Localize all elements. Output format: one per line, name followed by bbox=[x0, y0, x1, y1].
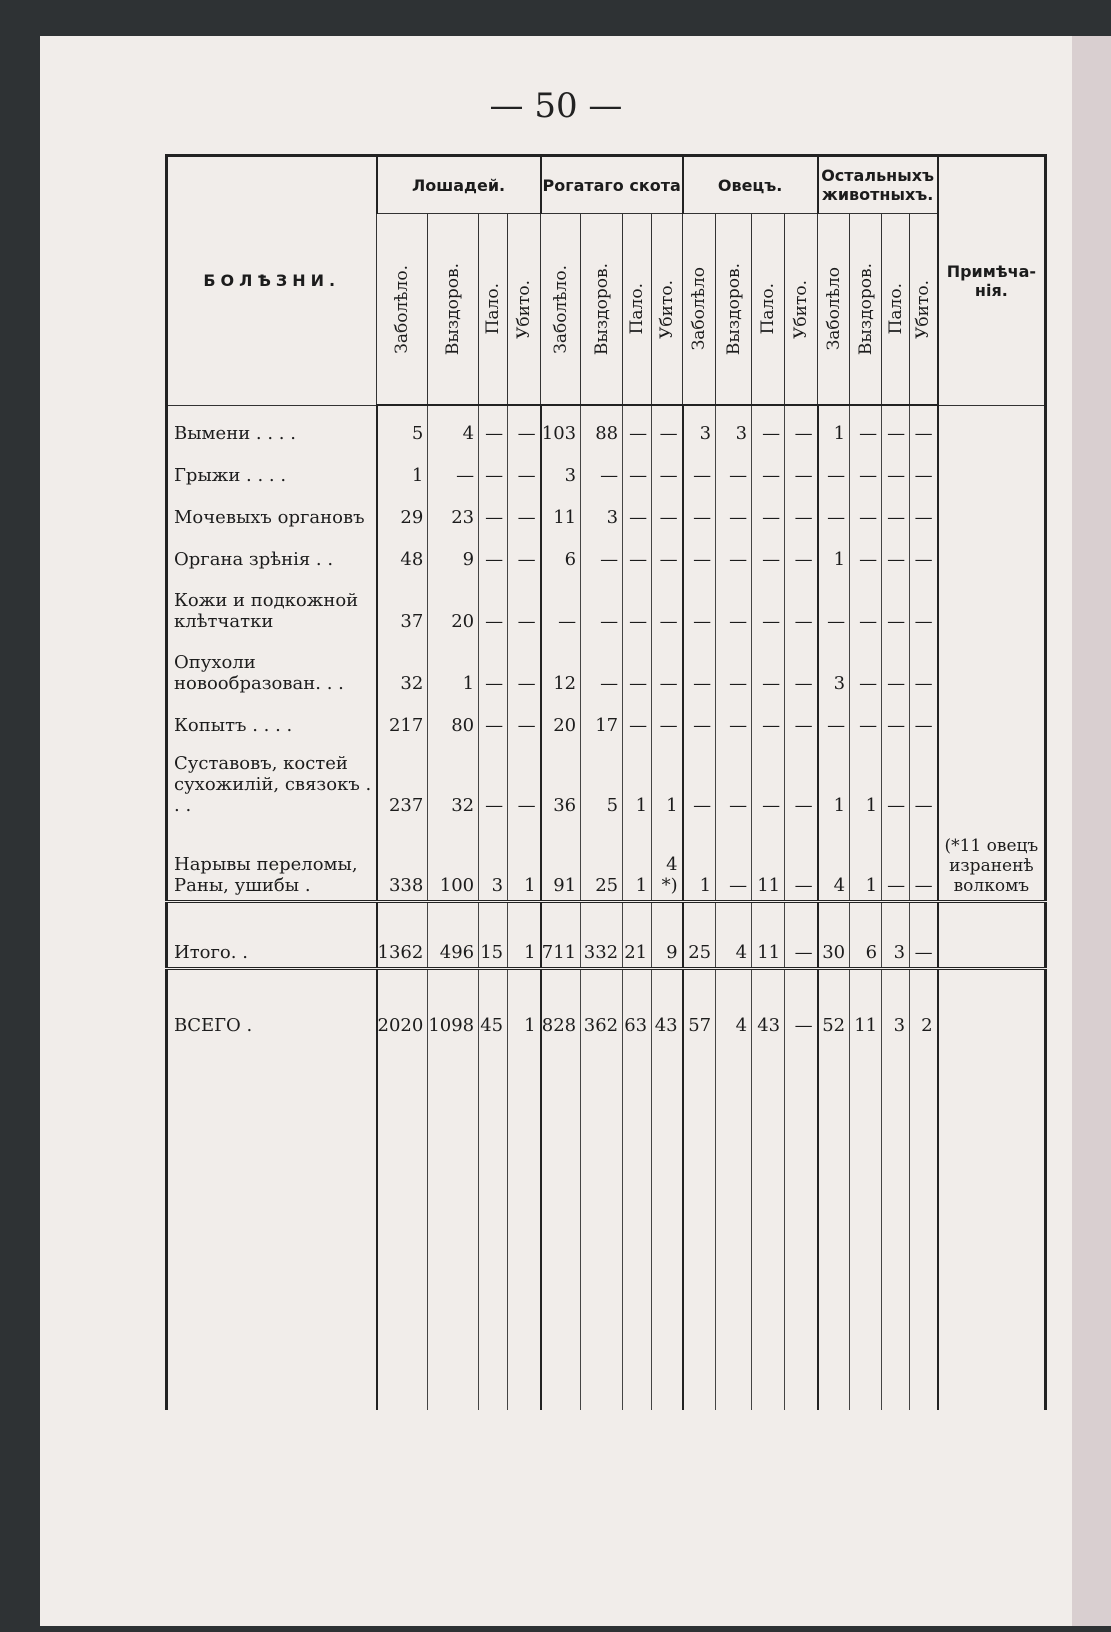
value-cell: 3 bbox=[882, 969, 910, 1041]
subcolumn-header: Выздоров. bbox=[581, 214, 623, 406]
value-cell: 1 bbox=[818, 532, 850, 574]
value-cell: 3 bbox=[479, 820, 508, 902]
value-cell: — bbox=[910, 574, 938, 636]
value-cell: — bbox=[623, 698, 652, 740]
value-cell: — bbox=[850, 636, 882, 698]
value-cell: — bbox=[910, 405, 938, 448]
value-cell: — bbox=[623, 490, 652, 532]
value-cell: — bbox=[652, 405, 683, 448]
disease-name: Итого. . bbox=[167, 902, 377, 969]
value-cell: — bbox=[581, 574, 623, 636]
subcolumn-header: Убито. bbox=[910, 214, 938, 406]
value-cell: — bbox=[818, 698, 850, 740]
value-cell: 1 bbox=[508, 969, 541, 1041]
table-row bbox=[167, 448, 1046, 490]
subcolumn-header: Убито. bbox=[508, 214, 541, 406]
value-cell: — bbox=[850, 490, 882, 532]
value-cell: 11 bbox=[752, 820, 785, 902]
subcolumn-header: Убито. bbox=[785, 214, 818, 406]
disease-name: ВСЕГО . bbox=[167, 969, 377, 1041]
value-cell: — bbox=[910, 448, 938, 490]
value-cell: — bbox=[683, 636, 716, 698]
note-cell bbox=[938, 698, 1046, 740]
value-cell: 20 bbox=[428, 574, 479, 636]
value-cell: — bbox=[716, 448, 752, 490]
value-cell: — bbox=[785, 969, 818, 1041]
value-cell: — bbox=[716, 636, 752, 698]
value-cell: 25 bbox=[581, 820, 623, 902]
note-cell bbox=[938, 532, 1046, 574]
value-cell: 1 bbox=[683, 820, 716, 902]
value-cell: — bbox=[785, 636, 818, 698]
note-cell bbox=[938, 740, 1046, 820]
note-cell: (*11 овецъ израненѣ волкомъ bbox=[938, 820, 1046, 902]
value-cell: — bbox=[652, 532, 683, 574]
value-cell: — bbox=[785, 574, 818, 636]
disease-column-header: БОЛѢЗНИ. bbox=[167, 156, 377, 406]
value-cell: 3 bbox=[683, 405, 716, 448]
value-cell: 4 bbox=[818, 820, 850, 902]
value-cell: — bbox=[785, 490, 818, 532]
value-cell: — bbox=[508, 532, 541, 574]
value-cell: — bbox=[850, 448, 882, 490]
value-cell: — bbox=[752, 636, 785, 698]
table-row bbox=[167, 490, 1046, 532]
table-body bbox=[167, 405, 1046, 1410]
value-cell: — bbox=[683, 532, 716, 574]
value-cell: 2 bbox=[910, 969, 938, 1041]
value-cell: — bbox=[785, 902, 818, 969]
value-cell: 32 bbox=[377, 636, 428, 698]
value-cell: 4 *) bbox=[652, 820, 683, 902]
subcolumn-header: Пало. bbox=[479, 214, 508, 406]
note-cell bbox=[938, 902, 1046, 969]
value-cell: — bbox=[818, 574, 850, 636]
value-cell: — bbox=[508, 574, 541, 636]
value-cell: 3 bbox=[541, 448, 581, 490]
value-cell: — bbox=[882, 698, 910, 740]
value-cell: 1 bbox=[377, 448, 428, 490]
value-cell: — bbox=[910, 532, 938, 574]
value-cell: 103 bbox=[541, 405, 581, 448]
value-cell: — bbox=[882, 574, 910, 636]
value-cell: 4 bbox=[716, 902, 752, 969]
value-cell: — bbox=[716, 698, 752, 740]
value-cell: 1 bbox=[850, 820, 882, 902]
value-cell: — bbox=[785, 820, 818, 902]
value-cell: — bbox=[882, 448, 910, 490]
disease-name: Кожи и подкожной клѣтчатки bbox=[167, 574, 377, 636]
value-cell: 20 bbox=[541, 698, 581, 740]
value-cell: — bbox=[683, 490, 716, 532]
value-cell: 828 bbox=[541, 969, 581, 1041]
value-cell: 45 bbox=[479, 969, 508, 1041]
value-cell: — bbox=[683, 574, 716, 636]
value-cell: — bbox=[752, 405, 785, 448]
value-cell: — bbox=[623, 405, 652, 448]
disease-name: Опухоли новообразован. . . bbox=[167, 636, 377, 698]
value-cell: — bbox=[479, 405, 508, 448]
value-cell: — bbox=[882, 820, 910, 902]
subcolumn-header: Выздоров. bbox=[716, 214, 752, 406]
value-cell: 9 bbox=[428, 532, 479, 574]
value-cell: 11 bbox=[850, 969, 882, 1041]
value-cell: — bbox=[623, 574, 652, 636]
notes-column-header: Примѣча- нія. bbox=[938, 156, 1046, 406]
disease-name: Копытъ . . . . bbox=[167, 698, 377, 740]
value-cell: — bbox=[508, 405, 541, 448]
value-cell: — bbox=[752, 698, 785, 740]
value-cell: — bbox=[785, 740, 818, 820]
value-cell: 1 bbox=[850, 740, 882, 820]
value-cell: — bbox=[581, 636, 623, 698]
table-row bbox=[167, 405, 1046, 448]
value-cell: 23 bbox=[428, 490, 479, 532]
value-cell: — bbox=[716, 740, 752, 820]
value-cell: 43 bbox=[752, 969, 785, 1041]
table-row bbox=[167, 740, 1046, 820]
value-cell: — bbox=[479, 532, 508, 574]
value-cell: — bbox=[652, 448, 683, 490]
value-cell: 29 bbox=[377, 490, 428, 532]
value-cell: 100 bbox=[428, 820, 479, 902]
value-cell: — bbox=[479, 574, 508, 636]
value-cell: — bbox=[652, 698, 683, 740]
value-cell: — bbox=[623, 636, 652, 698]
note-cell bbox=[938, 969, 1046, 1041]
value-cell: — bbox=[752, 448, 785, 490]
value-cell: 11 bbox=[752, 902, 785, 969]
value-cell: 3 bbox=[818, 636, 850, 698]
value-cell: 3 bbox=[581, 490, 623, 532]
value-cell: — bbox=[818, 448, 850, 490]
value-cell: — bbox=[910, 636, 938, 698]
value-cell: — bbox=[910, 740, 938, 820]
subcolumn-header: Убито. bbox=[652, 214, 683, 406]
value-cell: — bbox=[850, 532, 882, 574]
value-cell: — bbox=[910, 490, 938, 532]
group-header-cattle: Рогатаго скота bbox=[541, 156, 683, 214]
subcolumn-header: Заболѣло. bbox=[377, 214, 428, 406]
disease-name: Органа зрѣнія . . bbox=[167, 532, 377, 574]
value-cell: — bbox=[652, 636, 683, 698]
note-cell bbox=[938, 574, 1046, 636]
value-cell: 1098 bbox=[428, 969, 479, 1041]
value-cell: — bbox=[652, 574, 683, 636]
value-cell: 711 bbox=[541, 902, 581, 969]
value-cell: — bbox=[752, 574, 785, 636]
value-cell: — bbox=[683, 448, 716, 490]
value-cell: — bbox=[882, 405, 910, 448]
table-row bbox=[167, 698, 1046, 740]
value-cell: 3 bbox=[716, 405, 752, 448]
value-cell: — bbox=[683, 740, 716, 820]
disease-name: Нарывы переломы, Раны, ушибы . bbox=[167, 820, 377, 902]
subcolumn-header: Пало. bbox=[882, 214, 910, 406]
value-cell: — bbox=[508, 740, 541, 820]
value-cell: — bbox=[785, 405, 818, 448]
value-cell: 6 bbox=[541, 532, 581, 574]
value-cell: 217 bbox=[377, 698, 428, 740]
value-cell: — bbox=[785, 698, 818, 740]
subcolumn-header: Пало. bbox=[623, 214, 652, 406]
value-cell: 88 bbox=[581, 405, 623, 448]
page-number: — 50 — bbox=[489, 86, 623, 126]
group-header-horses: Лошадей. bbox=[377, 156, 541, 214]
value-cell: — bbox=[850, 405, 882, 448]
subcolumn-header: Пало. bbox=[752, 214, 785, 406]
table-row bbox=[167, 969, 1046, 1041]
value-cell: 1 bbox=[652, 740, 683, 820]
value-cell: — bbox=[716, 490, 752, 532]
value-cell: 57 bbox=[683, 969, 716, 1041]
value-cell: — bbox=[716, 574, 752, 636]
value-cell: — bbox=[785, 448, 818, 490]
value-cell: 338 bbox=[377, 820, 428, 902]
subcolumn-header: Заболѣло bbox=[818, 214, 850, 406]
value-cell: 37 bbox=[377, 574, 428, 636]
value-cell: — bbox=[910, 902, 938, 969]
value-cell: 5 bbox=[377, 405, 428, 448]
value-cell: — bbox=[818, 490, 850, 532]
value-cell: 52 bbox=[818, 969, 850, 1041]
subcolumn-header: Заболѣло. bbox=[541, 214, 581, 406]
value-cell: 1 bbox=[508, 902, 541, 969]
table-row bbox=[167, 574, 1046, 636]
value-cell: 9 bbox=[652, 902, 683, 969]
value-cell: — bbox=[479, 698, 508, 740]
table-row bbox=[167, 902, 1046, 969]
value-cell: — bbox=[479, 490, 508, 532]
value-cell: 17 bbox=[581, 698, 623, 740]
value-cell: — bbox=[716, 532, 752, 574]
value-cell: 1 bbox=[818, 740, 850, 820]
value-cell: 4 bbox=[716, 969, 752, 1041]
value-cell: 2020 bbox=[377, 969, 428, 1041]
value-cell: 237 bbox=[377, 740, 428, 820]
disease-table bbox=[165, 154, 1047, 1410]
value-cell: 36 bbox=[541, 740, 581, 820]
value-cell: 15 bbox=[479, 902, 508, 969]
disease-name: Суставовъ, костей сухожилій, связокъ . . . bbox=[167, 740, 377, 820]
value-cell: 332 bbox=[581, 902, 623, 969]
value-cell: — bbox=[882, 532, 910, 574]
value-cell: 48 bbox=[377, 532, 428, 574]
value-cell: — bbox=[882, 636, 910, 698]
value-cell: 21 bbox=[623, 902, 652, 969]
note-cell bbox=[938, 636, 1046, 698]
value-cell: — bbox=[541, 574, 581, 636]
value-cell: 11 bbox=[541, 490, 581, 532]
value-cell: — bbox=[623, 448, 652, 490]
value-cell: — bbox=[752, 490, 785, 532]
value-cell: — bbox=[479, 448, 508, 490]
value-cell: — bbox=[581, 448, 623, 490]
facing-page-edge bbox=[1072, 36, 1111, 1626]
subcolumn-header: Выздоров. bbox=[850, 214, 882, 406]
value-cell: — bbox=[581, 532, 623, 574]
value-cell: — bbox=[785, 532, 818, 574]
value-cell: — bbox=[428, 448, 479, 490]
group-header-sheep: Овецъ. bbox=[683, 156, 818, 214]
value-cell: 3 bbox=[882, 902, 910, 969]
value-cell: — bbox=[752, 740, 785, 820]
value-cell: — bbox=[910, 820, 938, 902]
value-cell: 1 bbox=[623, 740, 652, 820]
value-cell: 5 bbox=[581, 740, 623, 820]
value-cell: 43 bbox=[652, 969, 683, 1041]
value-cell: — bbox=[623, 532, 652, 574]
value-cell: — bbox=[508, 490, 541, 532]
value-cell: 1 bbox=[508, 820, 541, 902]
table-row bbox=[167, 636, 1046, 698]
note-cell bbox=[938, 448, 1046, 490]
value-cell: 1362 bbox=[377, 902, 428, 969]
value-cell: 25 bbox=[683, 902, 716, 969]
subcolumn-header: Заболѣло bbox=[683, 214, 716, 406]
value-cell: — bbox=[716, 820, 752, 902]
value-cell: 4 bbox=[428, 405, 479, 448]
value-cell: 12 bbox=[541, 636, 581, 698]
disease-name: Грыжи . . . . bbox=[167, 448, 377, 490]
value-cell: 30 bbox=[818, 902, 850, 969]
value-cell: — bbox=[882, 490, 910, 532]
value-cell: — bbox=[479, 636, 508, 698]
value-cell: — bbox=[508, 698, 541, 740]
value-cell: — bbox=[479, 740, 508, 820]
value-cell: 362 bbox=[581, 969, 623, 1041]
value-cell: — bbox=[882, 740, 910, 820]
value-cell: — bbox=[683, 698, 716, 740]
value-cell: 496 bbox=[428, 902, 479, 969]
value-cell: 1 bbox=[623, 820, 652, 902]
value-cell: 80 bbox=[428, 698, 479, 740]
value-cell: 6 bbox=[850, 902, 882, 969]
note-cell bbox=[938, 405, 1046, 448]
value-cell: 1 bbox=[428, 636, 479, 698]
value-cell: — bbox=[910, 698, 938, 740]
disease-name: Мочевыхъ органовъ bbox=[167, 490, 377, 532]
value-cell: — bbox=[752, 532, 785, 574]
table-row bbox=[167, 820, 1046, 902]
note-cell bbox=[938, 490, 1046, 532]
value-cell: 32 bbox=[428, 740, 479, 820]
subcolumn-header: Выздоров. bbox=[428, 214, 479, 406]
document-page bbox=[40, 36, 1072, 1626]
table-row bbox=[167, 532, 1046, 574]
disease-name: Вымени . . . . bbox=[167, 405, 377, 448]
value-cell: — bbox=[850, 698, 882, 740]
group-header-other: Остальныхъ животныхъ. bbox=[818, 156, 938, 214]
value-cell: — bbox=[508, 636, 541, 698]
value-cell: 63 bbox=[623, 969, 652, 1041]
value-cell: — bbox=[850, 574, 882, 636]
value-cell: 91 bbox=[541, 820, 581, 902]
value-cell: — bbox=[652, 490, 683, 532]
value-cell: 1 bbox=[818, 405, 850, 448]
table-blank-area bbox=[167, 1040, 1046, 1410]
value-cell: — bbox=[508, 448, 541, 490]
